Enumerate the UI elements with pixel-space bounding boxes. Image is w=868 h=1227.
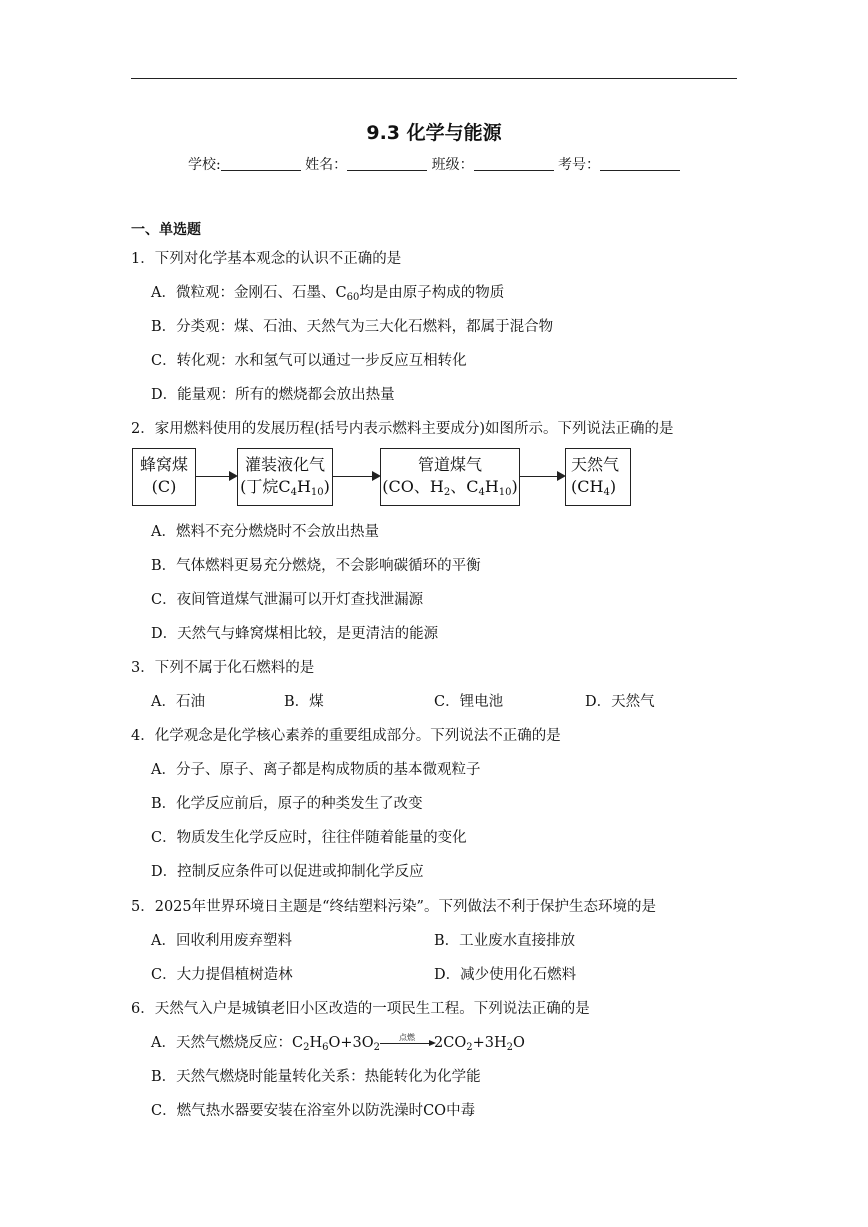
- q2-option-b: B．气体燃料更易充分燃烧，不会影响碳循环的平衡: [151, 558, 481, 574]
- header-rule: [131, 78, 737, 79]
- exam-no-blank[interactable]: [600, 156, 680, 171]
- fuel-flow-diagram: [131, 448, 631, 512]
- q1-option-a: A．微粒观：金刚石、石墨、$C_{60}$均是由原子构成的物质: [151, 285, 505, 303]
- q5-option-c: C．大力提倡植树造林: [151, 967, 293, 983]
- q5-option-d: D．减少使用化石燃料: [434, 967, 577, 983]
- page-title: 9.3 化学与能源: [366, 122, 502, 144]
- q6-option-b: B．天然气燃烧时能量转化关系：热能转化为化学能: [151, 1069, 481, 1085]
- q2-stem: 2．家用燃料使用的发展历程(括号内表示燃料主要成分)如图所示。下列说法正确的是: [131, 421, 674, 437]
- name-blank[interactable]: [347, 156, 427, 171]
- q6-option-a: A．天然气燃烧反应：$C_2H_6O+3O_2$ 点燃 $2CO_2+3H_2O$: [151, 1033, 525, 1053]
- q1-option-b: B．分类观：煤、石油、天然气为三大化石燃料，都属于混合物: [151, 319, 554, 335]
- q6-option-c: C．燃气热水器要安装在浴室外以防洗澡时CO中毒: [151, 1103, 476, 1119]
- q4-option-c: C．物质发生化学反应时，往往伴随着能量的变化: [151, 830, 467, 846]
- q5-option-b: B．工业废水直接排放: [434, 933, 576, 949]
- flow-arrow-3: [520, 476, 564, 477]
- fuel-box-lpg: 灌装液化气 (丁烷$C_4H_{10}$): [237, 448, 333, 506]
- flow-arrow-1: [196, 476, 236, 477]
- exam-no-label: 考号：: [558, 157, 601, 173]
- q3-option-c: C．锂电池: [434, 694, 504, 710]
- school-label: 学校:: [187, 157, 221, 173]
- fuel-box-natural-gas: 天然气 $(CH_4)$: [565, 448, 631, 506]
- fuel-box-pipeline-gas: 管道煤气 (CO、$H_2$、$C_4H_{10}$): [380, 448, 520, 506]
- section-heading: 一、单选题: [131, 222, 201, 238]
- q4-option-a: A．分子、原子、离子都是构成物质的基本微观粒子: [151, 762, 481, 778]
- q2-option-d: D．天然气与蜂窝煤相比较，是更清洁的能源: [151, 626, 439, 642]
- q6-stem: 6．天然气入户是城镇老旧小区改造的一项民生工程。下列说法正确的是: [131, 1001, 590, 1017]
- student-info: [0, 154, 868, 174]
- combustion-equation: $C_2H_6O+3O_2$ 点燃 $2CO_2+3H_2O$: [291, 1033, 525, 1053]
- class-label: 班级：: [431, 157, 474, 173]
- fuel-box-honeycomb-coal: 蜂窝煤 (C): [132, 448, 196, 506]
- q4-stem: 4．化学观念是化学核心素养的重要组成部分。下列说法不正确的是: [131, 728, 561, 744]
- q2-option-a: A．燃料不充分燃烧时不会放出热量: [151, 524, 379, 540]
- q1-stem: 1．下列对化学基本观念的认识不正确的是: [131, 251, 402, 267]
- q3-option-b: B．煤: [284, 694, 324, 710]
- q5-option-a: A．回收利用废弃塑料: [151, 933, 292, 949]
- q1-option-d: D．能量观：所有的燃烧都会放出热量: [151, 387, 395, 403]
- q4-option-b: B．化学反应前后，原子的种类发生了改变: [151, 796, 423, 812]
- q3-option-a: A．石油: [151, 694, 205, 710]
- reaction-condition-arrow: 点燃: [380, 1034, 434, 1048]
- class-blank[interactable]: [474, 156, 554, 171]
- name-label: 姓名：: [305, 157, 348, 173]
- q5-stem: 5．2025年世界环境日主题是“终结塑料污染”。下列做法不利于保护生态环境的是: [131, 899, 656, 915]
- school-blank[interactable]: [221, 156, 301, 171]
- q3-option-d: D．天然气: [585, 694, 655, 710]
- q1-option-c: C．转化观：水和氢气可以通过一步反应互相转化: [151, 353, 467, 369]
- q4-option-d: D．控制反应条件可以促进或抑制化学反应: [151, 864, 424, 880]
- q2-option-c: C．夜间管道煤气泄漏可以开灯查找泄漏源: [151, 592, 424, 608]
- flow-arrow-2: [333, 476, 379, 477]
- q3-stem: 3．下列不属于化石燃料的是: [131, 660, 315, 676]
